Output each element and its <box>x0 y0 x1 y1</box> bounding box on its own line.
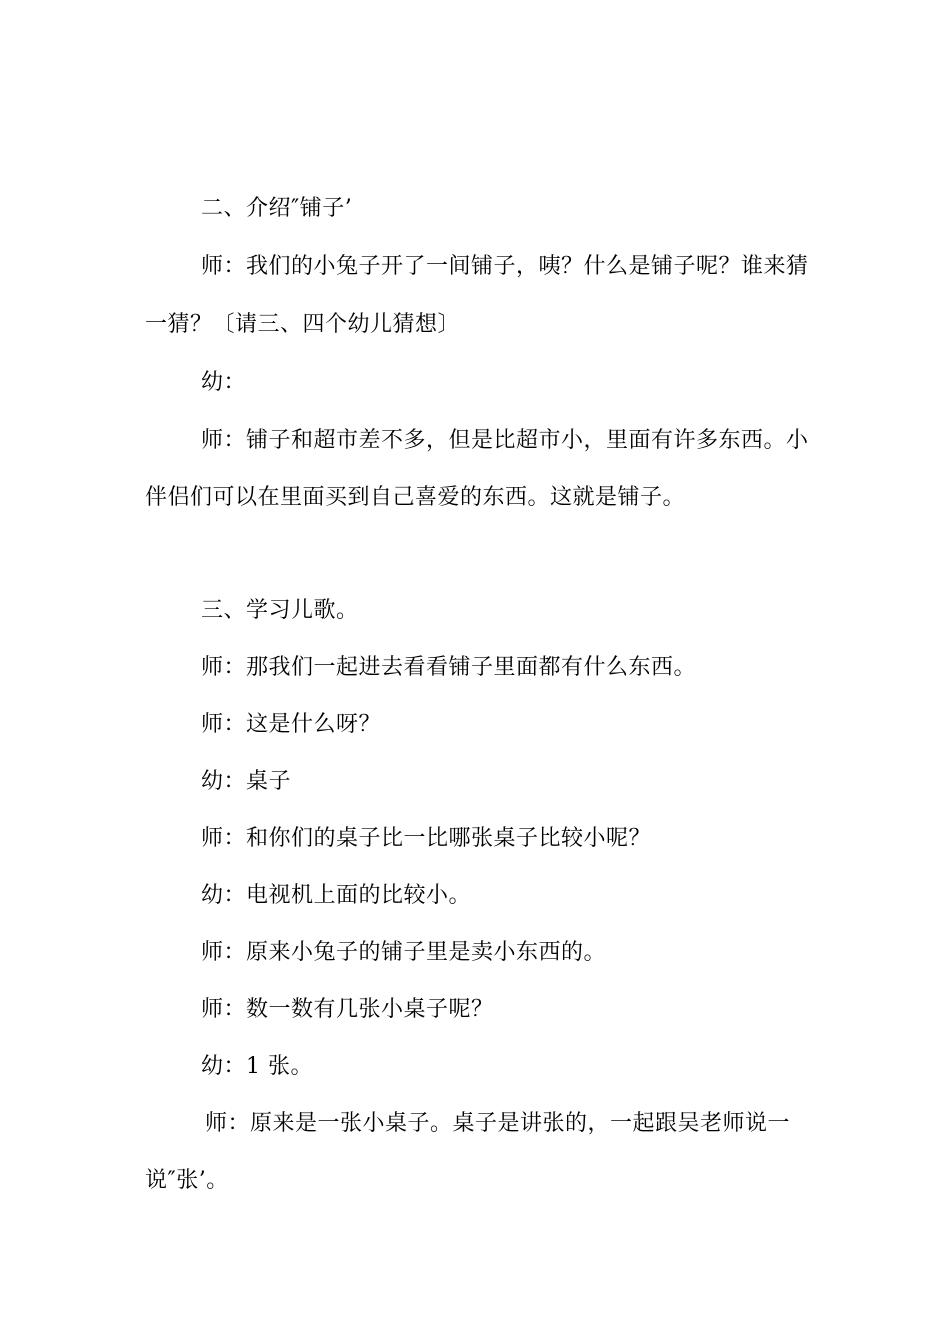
paragraph-line: 说″张’。 <box>145 1168 229 1193</box>
paragraph-line: 师：我们的小兔子开了一间铺子，咦？什么是铺子呢？谁来猜 <box>201 254 809 279</box>
paragraph-line: 师：那我们一起进去看看铺子里面都有什么东西。 <box>201 655 697 680</box>
paragraph-line: 师：数一数有几张小桌子呢？ <box>201 997 494 1022</box>
paragraph-line: 师：原来小兔子的铺子里是卖小东西的。 <box>201 940 607 965</box>
section-heading-introduce-shop: 二、介绍″铺子’ <box>201 196 353 221</box>
paragraph-line: 幼：桌子 <box>201 769 292 794</box>
paragraph-line: 师：原来是一张小桌子。桌子是讲张的，一起跟吴老师说一 <box>205 1111 791 1136</box>
paragraph-line: 师：和你们的桌子比一比哪张桌子比较小呢？ <box>201 826 652 851</box>
paragraph-line: 师：铺子和超市差不多，但是比超市小，里面有许多东西。小 <box>201 428 809 453</box>
paragraph-line: 幼：1 张。 <box>201 1054 313 1079</box>
paragraph-line: 一猜？〔请三、四个幼儿猜想〕 <box>145 312 461 337</box>
paragraph-line: 幼：电视机上面的比较小。 <box>201 883 472 908</box>
paragraph-line: 师：这是什么呀？ <box>201 712 382 737</box>
section-heading-learn-song: 三、学习儿歌。 <box>201 598 359 623</box>
paragraph-line: 伴侣们可以在里面买到自己喜爱的东西。这就是铺子。 <box>145 485 686 510</box>
paragraph-line: 幼： <box>201 370 247 395</box>
